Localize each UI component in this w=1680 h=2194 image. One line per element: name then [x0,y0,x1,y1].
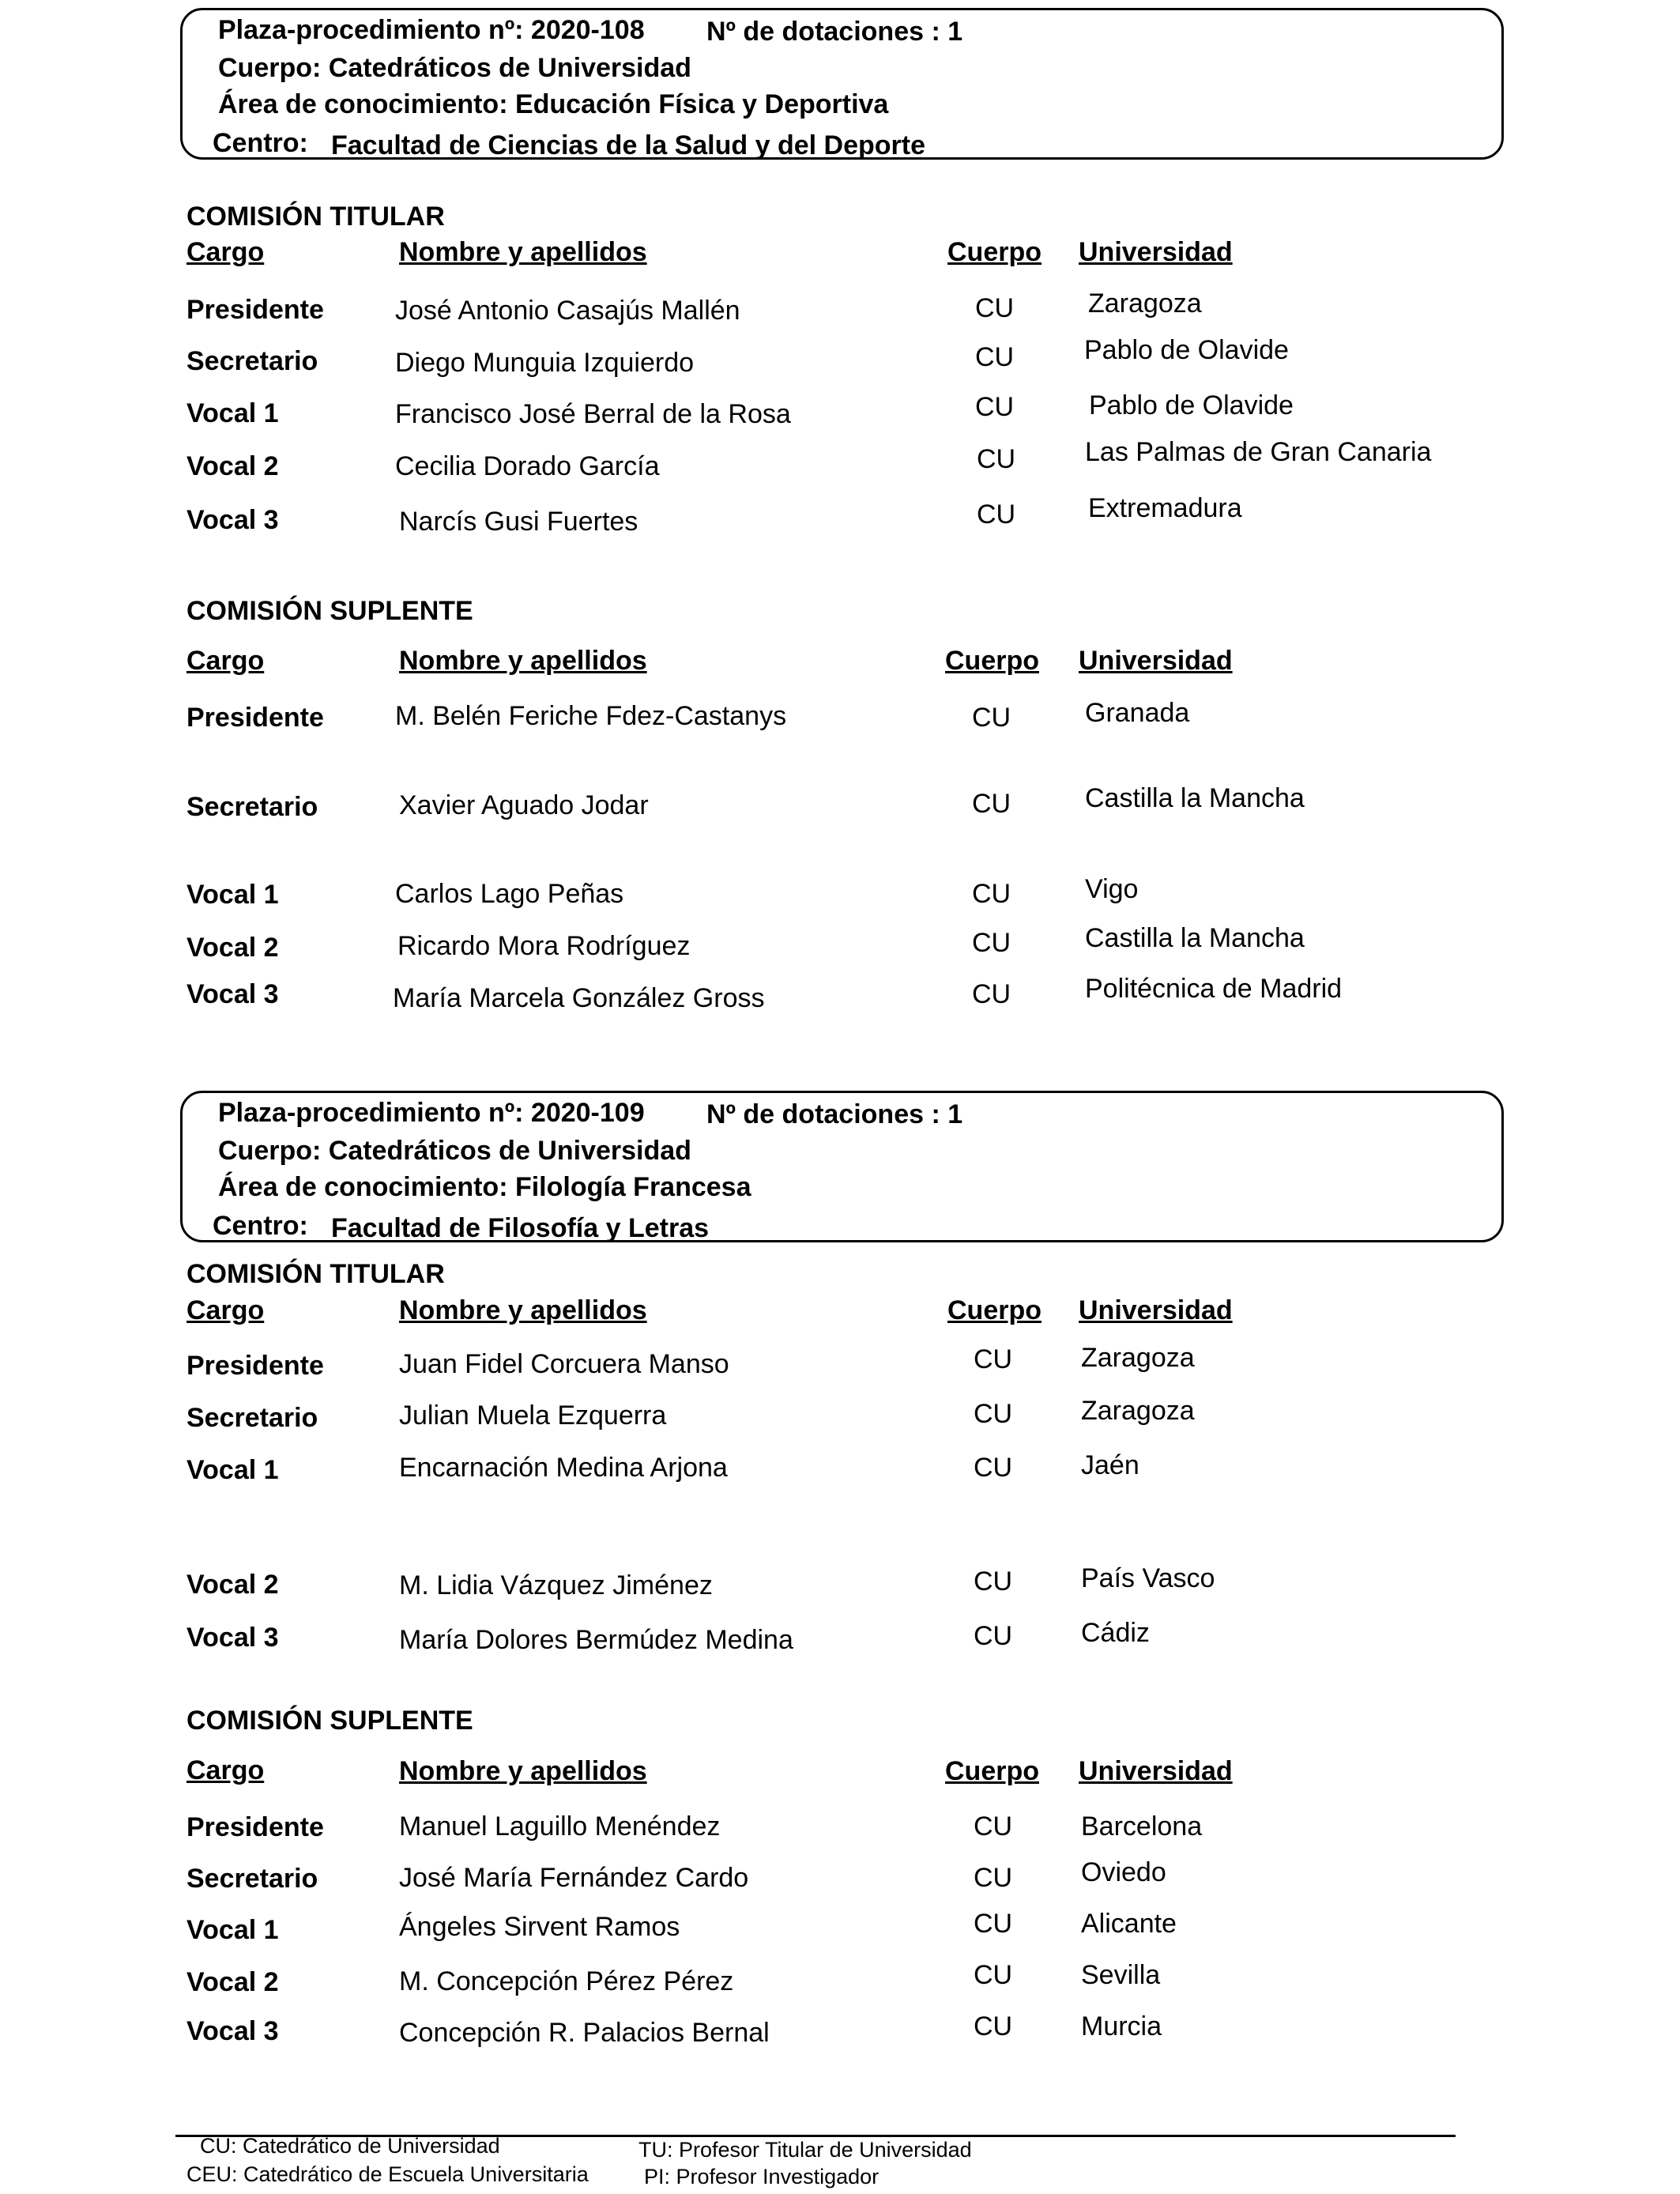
centro-label: Centro: [213,128,308,158]
universidad-cell: Las Palmas de Gran Canaria [1085,437,1432,467]
centro-label: Centro: [213,1211,308,1241]
universidad-cell: Castilla la Mancha [1085,783,1305,813]
column-header-universidad: Universidad [1079,1756,1233,1786]
nombre-cell: Xavier Aguado Jodar [399,790,649,820]
universidad-cell: Oviedo [1081,1857,1166,1887]
cargo-cell: Presidente [186,1351,324,1381]
nombre-cell: Concepción R. Palacios Bernal [399,2018,770,2048]
universidad-cell: Barcelona [1081,1811,1203,1842]
cuerpo-cell: CU [974,1566,1013,1596]
universidad-cell: Sevilla [1081,1960,1161,1990]
cargo-cell: Vocal 3 [186,979,279,1009]
dotaciones: Nº de dotaciones : 1 [706,1099,963,1129]
column-header-universidad: Universidad [1079,646,1233,676]
universidad-cell: Jaén [1081,1450,1139,1480]
nombre-cell: Diego Munguia Izquierdo [395,348,695,378]
cargo-cell: Vocal 2 [186,933,279,963]
cuerpo-cell: CU [974,1863,1013,1893]
area-label: Área de conocimiento: Educación Física y Deportiva [218,89,889,119]
universidad-cell: Extremadura [1088,493,1242,523]
cargo-cell: Vocal 3 [186,505,279,535]
section-heading: COMISIÓN SUPLENTE [186,596,473,626]
column-header-cuerpo: Cuerpo [945,1756,1039,1786]
universidad-cell: Granada [1085,698,1190,728]
nombre-cell: María Marcela González Gross [393,983,765,1013]
cuerpo-cell: CU [974,1399,1013,1429]
cargo-cell: Vocal 1 [186,1455,279,1485]
centro-value: Facultad de Ciencias de la Salud y del Deporte [331,130,926,160]
cargo-cell: Secretario [186,1864,318,1894]
cuerpo-cell: CU [972,703,1011,733]
column-header-nombre: Nombre y apellidos [399,237,647,267]
column-header-cargo: Cargo [186,1295,265,1325]
section-heading: COMISIÓN TITULAR [186,202,445,232]
nombre-cell: Manuel Laguillo Menéndez [399,1811,721,1842]
cargo-cell: Vocal 3 [186,1623,279,1653]
cuerpo-cell: CU [977,499,1016,530]
column-header-nombre: Nombre y apellidos [399,1295,647,1325]
footnote-tu: TU: Profesor Titular de Universidad [638,2138,972,2162]
cargo-cell: Secretario [186,792,318,822]
universidad-cell: Politécnica de Madrid [1085,974,1343,1004]
cuerpo-cell: CU [972,979,1011,1009]
column-header-cargo: Cargo [186,646,265,676]
universidad-cell: Zaragoza [1081,1396,1195,1426]
cargo-cell: Presidente [186,703,324,733]
cuerpo-cell: CU [977,444,1016,474]
cuerpo-cell: CU [974,2011,1013,2041]
universidad-cell: Murcia [1081,2011,1162,2041]
cargo-cell: Secretario [186,346,318,376]
column-header-universidad: Universidad [1079,1295,1233,1325]
section-heading: COMISIÓN TITULAR [186,1259,445,1289]
cargo-cell: Vocal 1 [186,880,279,910]
nombre-cell: Carlos Lago Peñas [395,879,624,909]
cargo-cell: Vocal 1 [186,398,279,428]
nombre-cell: José María Fernández Cardo [399,1863,749,1893]
dotaciones: Nº de dotaciones : 1 [706,17,963,47]
cargo-cell: Vocal 2 [186,1967,279,1997]
nombre-cell: M. Belén Feriche Fdez-Castanys [395,701,787,731]
cuerpo-cell: CU [974,1960,1013,1990]
cuerpo-cell: CU [972,928,1011,958]
plaza-header-box [180,8,1504,160]
nombre-cell: José Antonio Casajús Mallén [395,296,740,326]
cargo-cell: Presidente [186,295,324,325]
footnote-cu: CU: Catedrático de Universidad [200,2134,500,2158]
section-heading: COMISIÓN SUPLENTE [186,1706,473,1736]
universidad-cell: Vigo [1085,874,1139,904]
nombre-cell: Narcís Gusi Fuertes [399,507,638,537]
universidad-cell: Cádiz [1081,1618,1150,1648]
nombre-cell: Encarnación Medina Arjona [399,1453,728,1483]
universidad-cell: Alicante [1081,1909,1177,1939]
nombre-cell: M. Lidia Vázquez Jiménez [399,1570,713,1600]
plaza-number: Plaza-procedimiento nº: 2020-109 [218,1098,645,1128]
nombre-cell: Cecilia Dorado García [395,451,660,481]
column-header-cargo: Cargo [186,237,265,267]
cargo-cell: Vocal 3 [186,2016,279,2046]
universidad-cell: Zaragoza [1081,1343,1195,1373]
column-header-nombre: Nombre y apellidos [399,646,647,676]
universidad-cell: País Vasco [1081,1563,1215,1593]
column-header-cuerpo: Cuerpo [945,646,1039,676]
cuerpo-cell: CU [972,879,1011,909]
centro-value: Facultad de Filosofía y Letras [331,1213,710,1243]
cuerpo-cell: CU [975,293,1015,323]
plaza-number: Plaza-procedimiento nº: 2020-108 [218,15,645,45]
cuerpo-cell: CU [974,1909,1013,1939]
footnote-pi: PI: Profesor Investigador [644,2165,880,2188]
cargo-cell: Vocal 1 [186,1915,279,1945]
cuerpo-cell: CU [975,342,1015,372]
column-header-universidad: Universidad [1079,237,1233,267]
universidad-cell: Castilla la Mancha [1085,923,1305,953]
column-header-cuerpo: Cuerpo [947,237,1042,267]
universidad-cell: Pablo de Olavide [1089,390,1294,420]
column-header-cuerpo: Cuerpo [947,1295,1042,1325]
nombre-cell: Ricardo Mora Rodríguez [397,931,691,961]
cuerpo-cell: CU [975,392,1015,422]
nombre-cell: M. Concepción Pérez Pérez [399,1966,734,1996]
universidad-cell: Zaragoza [1088,288,1202,319]
plaza-header-box [180,1091,1504,1242]
cuerpo-cell: CU [974,1811,1013,1842]
nombre-cell: María Dolores Bermúdez Medina [399,1625,793,1655]
cuerpo-cell: CU [974,1344,1013,1374]
nombre-cell: Ángeles Sirvent Ramos [399,1912,680,1942]
cuerpo-cell: CU [974,1453,1013,1483]
universidad-cell: Pablo de Olavide [1084,335,1289,365]
cuerpo-label: Cuerpo: Catedráticos de Universidad [218,53,691,83]
cuerpo-cell: CU [974,1621,1013,1651]
cargo-cell: Vocal 2 [186,451,279,481]
column-header-nombre: Nombre y apellidos [399,1756,647,1786]
nombre-cell: Juan Fidel Corcuera Manso [399,1349,729,1379]
footnote-ceu: CEU: Catedrático de Escuela Universitaria [186,2162,589,2186]
cuerpo-cell: CU [972,789,1011,819]
area-label: Área de conocimiento: Filología Francesa [218,1172,751,1202]
nombre-cell: Francisco José Berral de la Rosa [395,399,791,429]
cargo-cell: Secretario [186,1403,318,1433]
cuerpo-label: Cuerpo: Catedráticos de Universidad [218,1136,691,1166]
cargo-cell: Vocal 2 [186,1570,279,1600]
cargo-cell: Presidente [186,1812,324,1842]
nombre-cell: Julian Muela Ezquerra [399,1400,667,1431]
column-header-cargo: Cargo [186,1755,265,1785]
